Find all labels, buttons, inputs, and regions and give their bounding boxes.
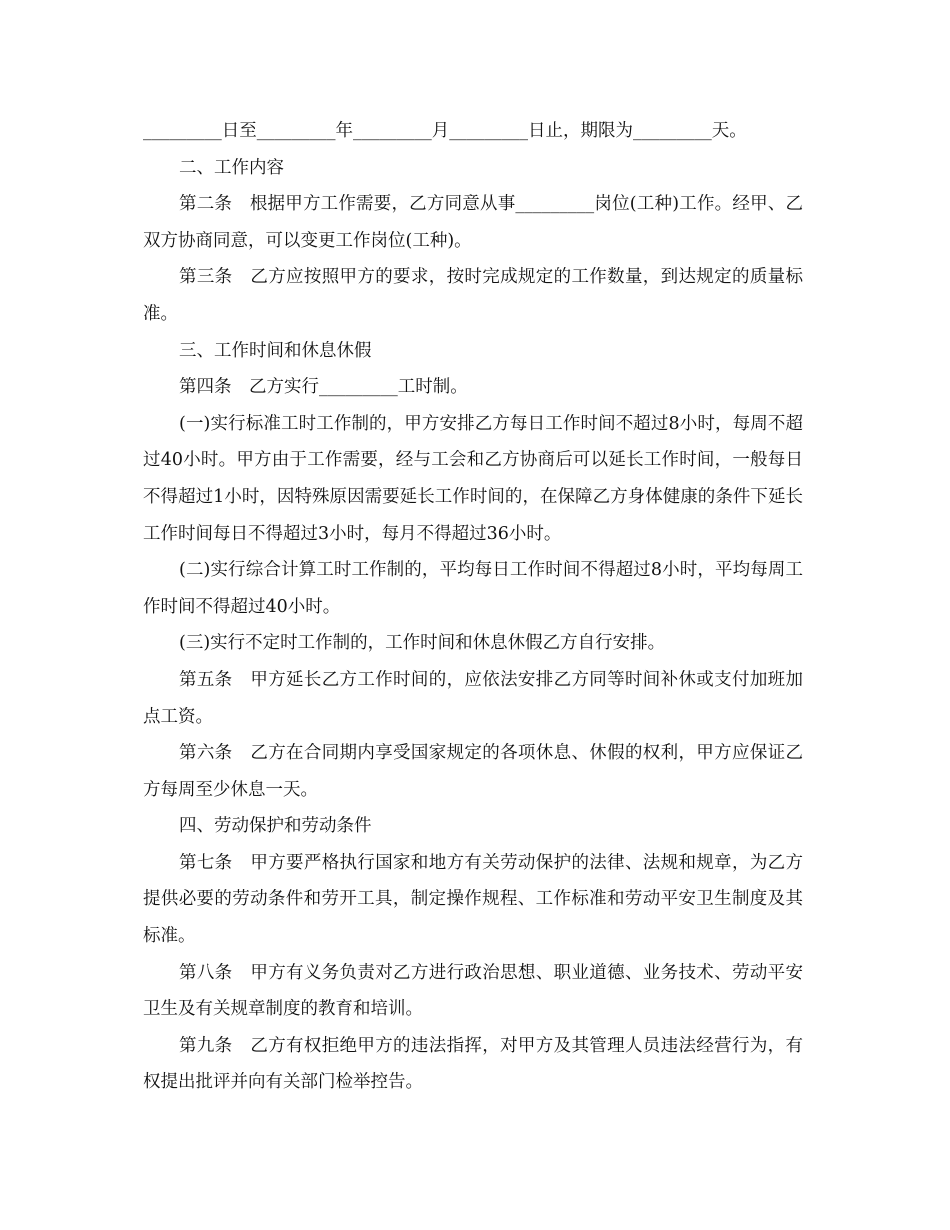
article-9: 第九条 乙方有权拒绝甲方的违法指挥，对甲方及其管理人员违法经营行为，有权提出批评并向有关部门检举控告。 <box>143 1035 803 1093</box>
section-heading-working-hours: 三、工作时间和休息休假 <box>179 340 372 361</box>
section-heading-work-content: 二、工作内容 <box>179 157 284 178</box>
article-7: 第七条 甲方要严格执行国家和地方有关劳动保护的法律、法规和规章，为乙方提供必要的劳动条件和劳开工具，制定操作规程、工作标准和劳动平安卫生制度及其标准。 <box>143 852 803 947</box>
document-body <box>143 113 803 1101</box>
section-heading-labor-protection: 四、劳动保护和劳动条件 <box>179 816 372 837</box>
article-3: 第三条 乙方应按照甲方的要求，按时完成规定的工作数量，到达规定的质量标准。 <box>143 267 803 324</box>
article-8: 第八条 甲方有义务负责对乙方进行政治思想、职业道德、业务技术、劳动平安卫生及有关规章制度的教育和培训。 <box>143 962 803 1020</box>
article-4-item-2: (二)实行综合计算工时工作制的，平均每日工作时间不得超过8小时，平均每周工作时间不得超过40小时。 <box>143 560 803 617</box>
article-2: 第二条 根据甲方工作需要，乙方同意从事_________岗位(工种)工作。经甲、乙双方协商同意，可以变更工作岗位(工种)。 <box>143 194 803 251</box>
contract-term-dates: _________日至_________年_________月_________日止，期限为_________天。 <box>143 121 747 141</box>
article-4-item-3: (三)实行不定时工作制的，工作时间和休息休假乙方自行安排。 <box>179 633 666 654</box>
article-4-item-1: (一)实行标准工时工作制的，甲方安排乙方每日工作时间不超过8小时，每周不超过40小时。甲方由于工作需要，经与工会和乙方协商后可以延长工作时间，一般每日不得超过1小时，因特殊原因需要延长工作时间的，在保障乙方身体健康的条件下延长工作时间每日不得超过3小时，每月不得超过36小时。 <box>143 413 803 544</box>
article-4: 第四条 乙方实行_________工时制。 <box>179 377 468 398</box>
article-6: 第六条 乙方在合同期内享受国家规定的各项休息、休假的权利，甲方应保证乙方每周至少休息一天。 <box>143 743 803 800</box>
article-5: 第五条 甲方延长乙方工作时间的，应依法安排乙方同等时间补休或支付加班加点工资。 <box>143 669 803 727</box>
